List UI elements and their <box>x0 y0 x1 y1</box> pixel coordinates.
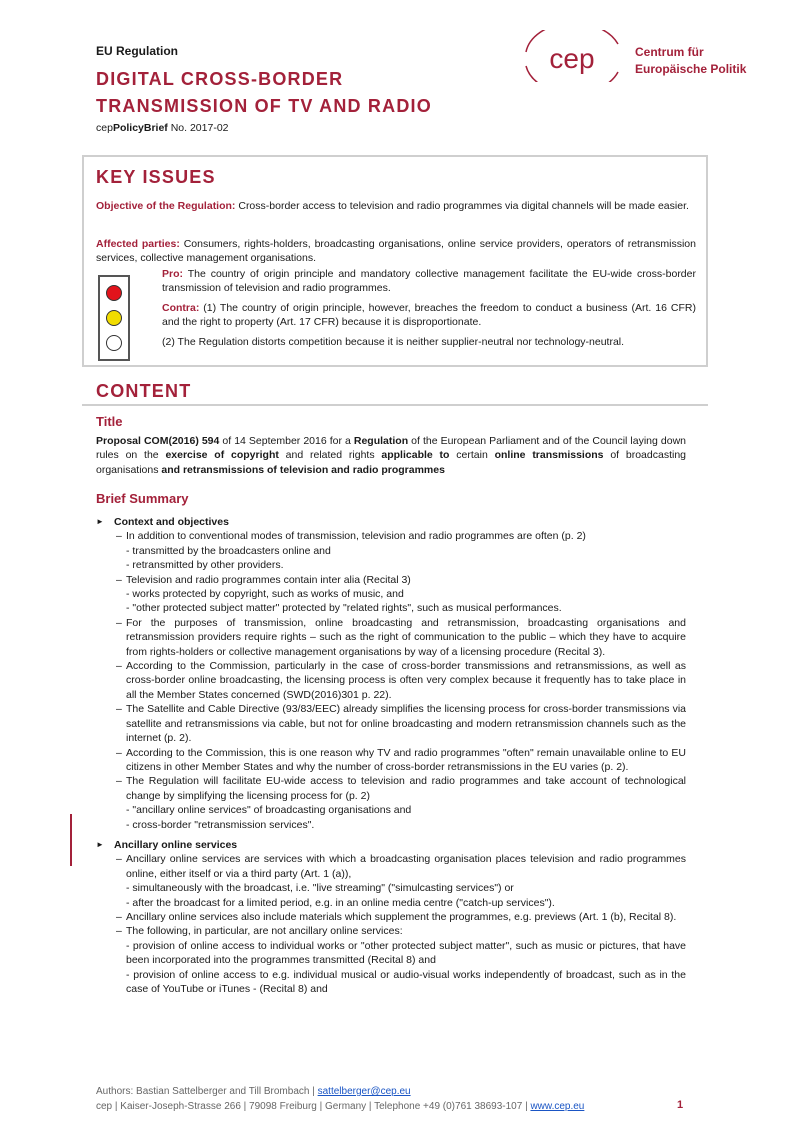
footer-authors-line <box>96 1084 584 1099</box>
list-item <box>96 573 686 587</box>
list-item-text: In addition to conventional modes of transmission, television and radio programmes are often (p. 2) <box>126 530 586 543</box>
objective-paragraph <box>96 199 696 213</box>
list-item-text: The following, in particular, are not ancillary online services: <box>126 925 403 938</box>
title-subheading: Title <box>96 414 123 429</box>
dash-bullet-icon: – <box>116 775 122 788</box>
contra-label: Contra: <box>162 302 200 314</box>
objective-text: Cross-border access to television and radio programmes via digital channels will be made easier. <box>235 200 689 212</box>
footer-authors: Authors: Bastian Sattelberger and Till Brombach | <box>96 1086 318 1097</box>
cep-logo <box>522 30 622 82</box>
list-item-text: Ancillary online services also include materials which supplement the programmes, e.g. previews (Art. 1 (b), Recital 8). <box>126 910 677 923</box>
change-marker <box>70 814 72 866</box>
summary-section-heading: ► Ancillary online services <box>96 838 686 852</box>
title-part: and related rights <box>278 449 382 462</box>
list-item-text: According to the Commission, particularly in the case of cross-border transmissions and retransmissions, as well as cross-border online broadcasting, the licensing process is often very complex because it frequently has to take place in all the Member States concerned (SWD(2016)301 p. 22). <box>126 660 686 701</box>
content-heading: CONTENT <box>96 381 192 401</box>
contra-text-1: (1) The country of origin principle, however, breaches the freedom to conduct a business (Art. 16 CFR) and the right to property (Art. 17 CFR) because it is disproportionate. <box>162 302 696 328</box>
brief-summary-list <box>96 515 686 996</box>
title-part: of the European Parliament and of the Council laying down rules on the <box>96 435 686 462</box>
contra-paragraph-2: (2) The Regulation distorts competition because it is neither supplier-neutral nor technology-neutral. <box>162 336 625 348</box>
list-sub-item: - "ancillary online services" of broadcasting organisations and <box>126 804 412 817</box>
affected-parties-paragraph <box>96 237 696 265</box>
list-item <box>96 702 686 745</box>
list-sub-item: - retransmitted by other providers. <box>126 559 284 572</box>
list-sub-item: - cross-border "retransmission services". <box>126 818 315 831</box>
contra-paragraph <box>162 301 696 329</box>
off-light-icon <box>106 335 122 351</box>
page-number: 1 <box>677 1099 684 1111</box>
dash-bullet-icon: – <box>116 530 122 543</box>
title-part: certain <box>449 449 495 462</box>
brief-number: No. 2017-02 <box>167 122 229 134</box>
dash-bullet-icon: – <box>116 925 122 938</box>
title-part: Proposal COM(2016) 594 <box>96 435 220 447</box>
affected-label: Affected parties: <box>96 238 180 250</box>
footer <box>96 1084 584 1114</box>
dash-bullet-icon: – <box>116 573 122 586</box>
pro-paragraph <box>162 267 696 295</box>
dash-bullet-icon: – <box>116 660 122 673</box>
list-sub-item: - transmitted by the broadcasters online and <box>126 544 331 557</box>
brief-label: PolicyBrief <box>112 122 168 134</box>
org-name-line-2: Europäische Politik <box>635 62 747 76</box>
list-sub-item: - provision of online access to e.g. individual musical or audio-visual works independently of broadcast, such as in the case of YouTube or iTunes - (Recital 8) and <box>126 968 686 995</box>
affected-text: Consumers, rights-holders, broadcasting organisations, online service providers, operators of retransmission services, collective management organisations. <box>96 238 696 264</box>
list-sub-item: - after the broadcast for a limited period, e.g. in an online media centre ("catch-up services"). <box>126 896 555 909</box>
list-item <box>96 746 686 775</box>
policy-brief-number <box>96 122 229 134</box>
list-item-text: The Regulation will facilitate EU-wide access to television and radio programmes and take account of technological change by simplifying the licensing process for (p. 2) <box>126 775 686 802</box>
title-line-1: DIGITAL CROSS-BORDER <box>96 69 344 89</box>
document-title <box>96 66 516 120</box>
list-item <box>96 852 686 881</box>
list-item-text: Television and radio programmes contain inter alia (Recital 3) <box>126 573 411 586</box>
list-sub-item: - simultaneously with the broadcast, i.e. "live streaming" ("simulcasting services") or <box>126 882 514 895</box>
author-email-link[interactable]: sattelberger@cep.eu <box>317 1086 411 1097</box>
title-part: online transmissions <box>494 449 604 462</box>
list-item <box>96 529 686 543</box>
pro-label: Pro: <box>162 268 183 280</box>
objective-label: Objective of the Regulation: <box>96 200 236 212</box>
dash-bullet-icon: – <box>116 910 122 923</box>
dash-bullet-icon: – <box>116 616 122 629</box>
dash-bullet-icon: – <box>116 703 122 716</box>
summary-section-heading: ► Context and objectives <box>96 515 686 529</box>
list-sub-item: - "other protected subject matter" protected by "related rights", such as musical performances. <box>126 602 562 615</box>
list-item <box>96 924 686 938</box>
list-sub-item: - works protected by copyright, such as works of music, and <box>126 588 404 601</box>
logo-wordmark: cep <box>549 43 595 74</box>
key-issues-heading: KEY ISSUES <box>96 167 216 187</box>
list-item <box>96 616 686 659</box>
list-sub-item: - provision of online access to individual works or "other protected subject matter", such as music or pictures, that have been incorporated into the programmes transmitted (Recital 8) and <box>126 939 686 967</box>
content-rule <box>82 404 708 406</box>
yellow-light-icon <box>106 310 122 326</box>
title-part: Regulation <box>353 435 409 447</box>
brief-summary-heading: Brief Summary <box>96 491 189 506</box>
brief-prefix: cep <box>96 122 113 134</box>
footer-address: cep | Kaiser-Joseph-Strasse 266 | 79098 Freiburg | Germany | Telephone +49 (0)761 38693-107 | <box>96 1101 531 1112</box>
org-name-line-1: Centrum für <box>635 45 704 59</box>
list-item <box>96 774 686 803</box>
list-item-text: Ancillary online services are services with which a broadcasting organisation places television and radio programmes online, either itself or via a third party (Art. 1 (a)), <box>126 853 686 880</box>
title-part: of 14 September 2016 for a <box>219 435 354 447</box>
dash-bullet-icon: – <box>116 853 122 866</box>
key-issues-box <box>82 155 708 367</box>
dash-bullet-icon: – <box>116 746 122 759</box>
title-part: and retransmissions of television and radio programmes <box>161 463 445 476</box>
website-link[interactable]: www.cep.eu <box>530 1101 585 1112</box>
document-category: EU Regulation <box>96 44 179 58</box>
title-part: exercise of copyright <box>165 449 279 462</box>
footer-address-line <box>96 1099 584 1114</box>
organisation-name <box>635 44 746 78</box>
title-part: applicable to <box>381 449 450 462</box>
red-light-icon <box>106 285 122 301</box>
proposal-title-paragraph <box>96 434 686 477</box>
title-line-2: TRANSMISSION OF TV AND RADIO <box>96 96 432 116</box>
list-item <box>96 910 686 924</box>
traffic-light-icon <box>98 275 130 361</box>
list-item <box>96 659 686 702</box>
pro-text: The country of origin principle and mandatory collective management facilitate the EU-wide cross-border transmission of television and radio programmes. <box>162 268 696 294</box>
list-item-text: According to the Commission, this is one reason why TV and radio programmes "often" remain unavailable online to EU citizens in other Member States and why the number of cross-border retransmissions in the EU varies (p. 2). <box>126 746 686 773</box>
list-item-text: For the purposes of transmission, online broadcasting and retransmission, broadcasting organisations and retransmission providers require rights – such as the right of communication to the public – which they have to acquire from rights-holders or collective management organisations by way of a licensing procedure (Recital 3). <box>126 616 686 658</box>
title-part: of broadcasting organisations <box>96 449 687 476</box>
list-item-text: The Satellite and Cable Directive (93/83/EEC) already simplifies the licensing process for cross-border transmissions via satellite and retransmissions via cable, but not for online broadcasting and modern retransmission channels such as the internet (p. 2). <box>126 703 686 745</box>
